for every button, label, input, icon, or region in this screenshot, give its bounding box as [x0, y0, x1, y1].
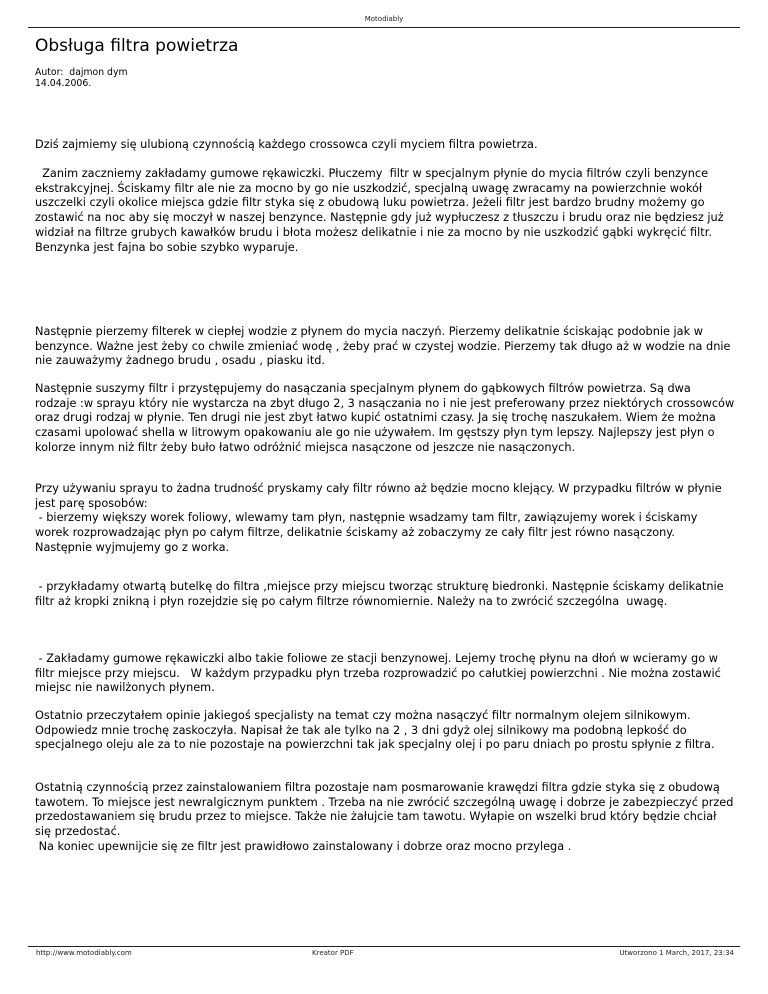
paragraph-washing-benzine: Zanim zaczniemy zakładamy gumowe rękawiczki. Płuczemy filtr w specjalnym płynie do mycia filtrów czyli benzynce ekstrakcyjnej. Ściskamy filtr ale nie za mocno by go nie uszkodzić, specjalną uwagę zwracamy na powierzchnie wokół uszczelki czyli okolice miejsca gdzie filtr styka się z obudową luku powietrza. Jeżeli filtr jest bardzo brudny możemy go zostawić na noc aby się moczył w naszej benzynce. Następnie gdy już wypłuczesz z tłuszczu i brudu oraz nie będziesz już widział na filtrze grubych kawałków brudu i błota możesz delikatnie i nie za mocno by nie uszkodzić gąbki wykręcić filtr. Benzynka jest fajna bo sobie szybko wyparuje. — [35, 167, 728, 254]
article-meta — [35, 67, 128, 89]
footer-created: Utworzono 1 March, 2017, 23:34 — [619, 949, 734, 957]
footer-url[interactable]: http://www.motodiably.com — [36, 949, 132, 957]
paragraph-soaking: Następnie suszymy filtr i przystępujemy do nasączania specjalnym płynem do gąbkowych filtrów powietrza. Są dwa rodzaje :w sprayu który nie wystarcza na zbyt długo 2, 3 nasączania no i nie jest preferowany przez niektórych crossowców oraz drugi rodzaj w płynie. Ten drugi nie jest zbyt łatwo kupić ostatnimi czasy. Ja się trochę naszukałem. Wiem że można czasami upolować shella w litrowym opakowaniu ale go nie używałem. Im gęstszy płyn tym lepszy. Najlepszy jest płyn o kolorze innym niż filtr żeby buło łatwo odróżnić miejsca nasączone od jeszcze nie nasączonych. — [35, 382, 735, 454]
footer-divider — [28, 946, 740, 947]
paragraph-gloves-method: - Zakładamy gumowe rękawiczki albo takie foliowe ze stacji benzynowej. Lejemy trochę płynu na dłoń w wcieramy go w filtr miejsce przy miejscu. W każdym przypadku płyn trzeba rozprowadzić po całutkiej powierzchni . Nie można zostawić miejsc nie nawilżonych płynem. — [35, 652, 725, 695]
paragraph-intro: Dziś zajmiemy się ulubioną czynnością każdego crossowca czyli myciem filtra powietrza. — [35, 138, 538, 151]
article-title: Obsługa filtra powietrza — [35, 36, 239, 56]
paragraph-spray-methods: Przy używaniu sprayu to żadna trudność pryskamy cały filtr równo aż będzie mocno klejący. W przypadku filtrów w płynie jest parę sposobów: - bierzemy większy worek foliowy, wlewamy tam płyn, następnie wsadzamy tam filtr, zawiązujemy worek i ściskamy worek rozprowadzając płyn po całym filtrze, delikatnie ściskamy aż zobaczymy ze cały filtr jest równo nasączony. Następnie wyjmujemy go z worka. — [35, 482, 722, 554]
author-line: Autor: dajmon dym — [35, 67, 128, 78]
paragraph-grease: Ostatnią czynnością przez zainstalowaniem filtra pozostaje nam posmarowanie krawędzi filtra gdzie styka się z obudową tawotem. To miejsce jest newralgicznym punktem . Trzeba na nie zwrócić szczególną uwagę i dobrze je zabezpieczyć przed przedostawaniem się brudu przez to miejsce. Także nie żałujcie tam tawotu. Wyłapie on wszelki brud który będzie chciał się przedostać. Na koniec upewnijcie się ze filtr jest prawidłowo zainstalowany i dobrze oraz mocno przylega . — [35, 781, 734, 853]
header-divider — [28, 27, 740, 28]
header-site-name: Motodiably — [364, 15, 404, 23]
paragraph-engine-oil: Ostatnio przeczytałem opinie jakiegoś specjalisty na temat czy można nasączyć filtr normalnym olejem silnikowym. Odpowiedz mnie trochę zaskoczyła. Napisał że tak ale tylko na 2 , 3 dni gdyż olej silnikowy ma podobną lepkość do specjalnego oleju ale za to nie pozostaje na powierzchni tak jak specjalny olej i po paru dniach po prostu spłynie z filtra. — [35, 709, 715, 752]
footer-generator: Kreator PDF — [312, 949, 354, 957]
paragraph-washing-water: Następnie pierzemy filterek w ciepłej wodzie z płynem do mycia naczyń. Pierzemy delikatnie ściskając podobnie jak w benzynce. Ważne jest żeby co chwile zmieniać wodę , żeby prać w czystej wodzie. Pierzemy tak długo aż w wodzie na dnie nie zauważymy żadnego brudu , osadu , piasku itd. — [35, 325, 731, 368]
paragraph-bottle-method: - przykładamy otwartą butelkę do filtra ,miejsce przy miejscu tworząc strukturę biedronki. Następnie ściskamy delikatnie filtr aż kropki znikną i płyn rozejdzie się po całym filtrze równomiernie. Należy na to zwrócić szczególna uwagę. — [35, 580, 728, 608]
article-date: 14.04.2006. — [35, 78, 92, 89]
